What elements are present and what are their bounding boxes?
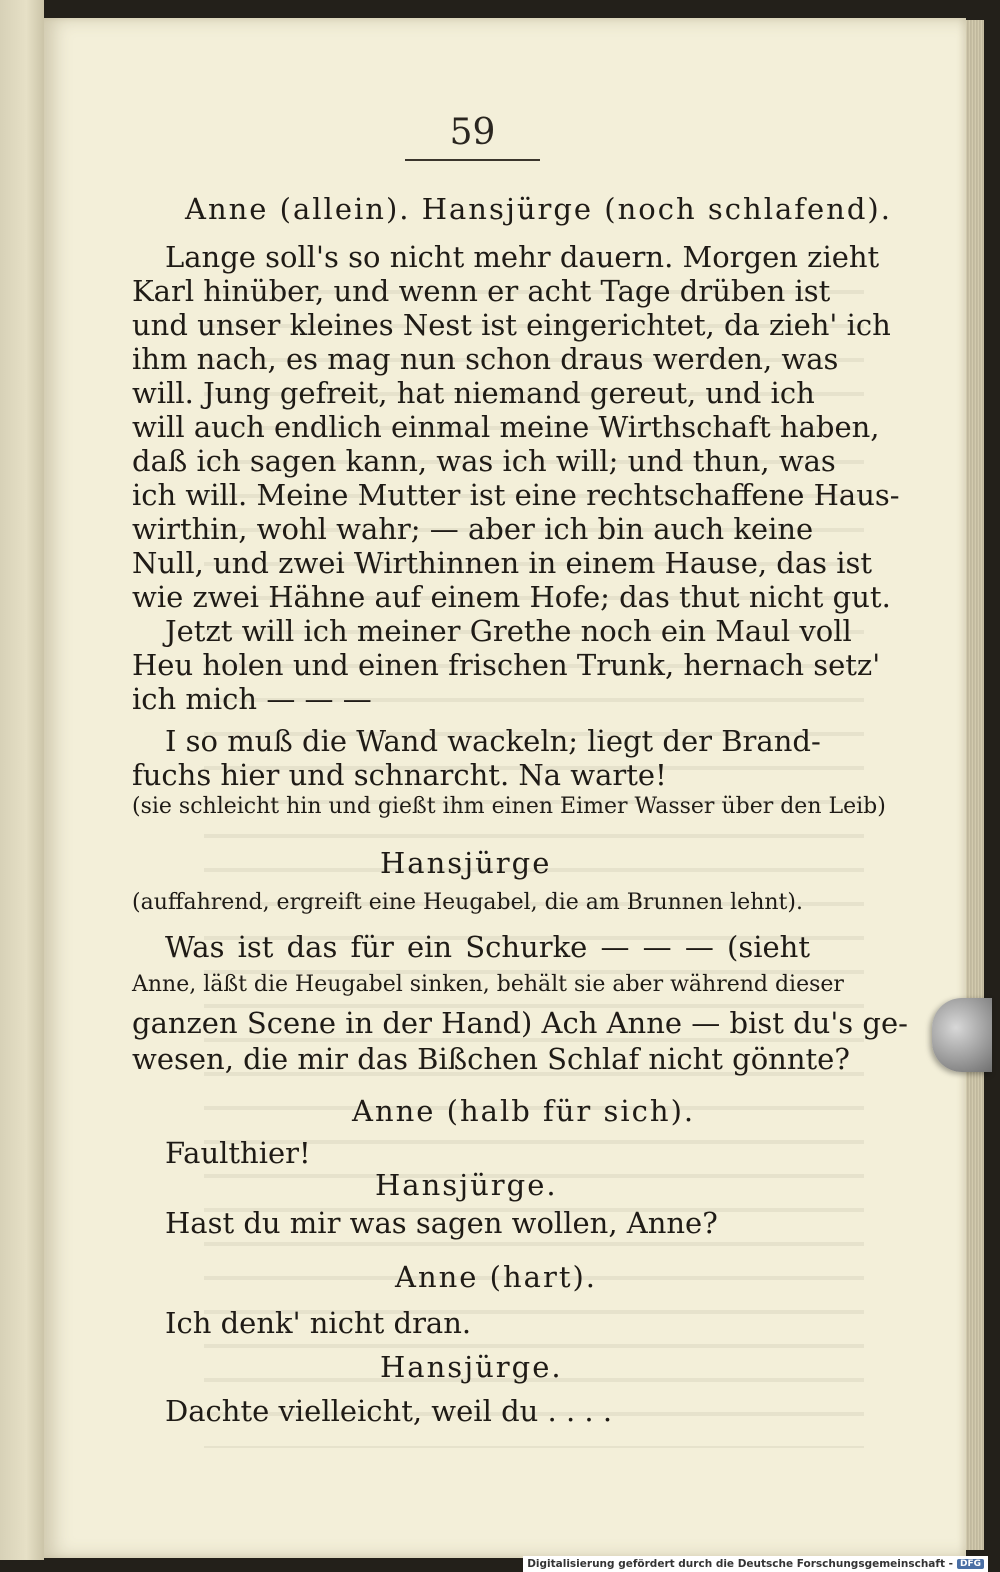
text-line: Dachte vielleicht, weil du . . . .	[165, 1394, 613, 1428]
speaker-name: Hansjürge.	[375, 1168, 558, 1202]
text-line: wie zwei Hähne auf einem Hofe; das thut nicht gut.	[132, 580, 891, 614]
footer-credit: Digitalisierung gefördert durch die Deutsche Forschungsgemeinschaft -	[527, 1558, 953, 1570]
text-line: ganzen Scene in der Hand) Ach Anne — bist du's ge-	[132, 1006, 908, 1040]
text-line: Null, und zwei Wirthinnen in einem Hause, das ist	[132, 546, 873, 580]
text-line: Ich denk' nicht dran.	[165, 1306, 472, 1340]
text-line: will. Jung gefreit, hat niemand gereut, und ich	[132, 376, 815, 410]
text-line: ich mich — — —	[132, 682, 372, 716]
speaker-name: Hansjürge.	[380, 1350, 563, 1384]
text-line: fuchs hier und schnarcht. Na warte!	[132, 758, 667, 792]
text-line: daß ich sagen kann, was ich will; und thun, was	[132, 444, 836, 478]
text-line: will auch endlich einmal meine Wirthschaft haben,	[132, 410, 880, 444]
speaker-name: Anne (hart).	[395, 1260, 598, 1294]
text-line: wirthin, wohl wahr; — aber ich bin auch keine	[132, 512, 814, 546]
text-line: Karl hinüber, und wenn er acht Tage drüben ist	[132, 274, 831, 308]
text-line: Heu holen und einen frischen Trunk, hernach setz'	[132, 648, 881, 682]
stage-direction-heading: Anne (allein). Hansjürge (noch schlafend).	[185, 192, 892, 226]
text-line: und unser kleines Nest ist eingerichtet, da zieh' ich	[132, 308, 891, 342]
text-line: Was ist das für ein Schurke — — — (sieht	[165, 930, 810, 964]
text-line: ich will. Meine Mutter ist eine rechtschaffene Haus-	[132, 478, 900, 512]
speaker-name: Hansjürge	[380, 846, 552, 880]
stage-direction: (sie schleicht hin und gießt ihm einen Eimer Wasser über den Leib)	[132, 794, 886, 819]
page-number: 59	[449, 112, 496, 153]
text-line: Faulthier!	[165, 1136, 311, 1170]
speaker-name: Anne (halb für sich).	[352, 1094, 696, 1128]
digitization-footer	[523, 1556, 988, 1572]
stage-direction: (auffahrend, ergreift eine Heugabel, die am Brunnen lehnt).	[132, 890, 803, 915]
text-line: Lange soll's so nicht mehr dauern. Morgen zieht	[165, 240, 880, 274]
stage-direction: Anne, läßt die Heugabel sinken, behält sie aber während dieser	[132, 972, 844, 997]
text-line: Jetzt will ich meiner Grethe noch ein Maul voll	[165, 614, 852, 648]
dfg-logo: DFG	[957, 1559, 984, 1569]
text-line: I so muß die Wand wackeln; liegt der Brand-	[165, 724, 821, 758]
text-line: wesen, die mir das Bißchen Schlaf nicht gönnte?	[132, 1042, 850, 1076]
text-line: Hast du mir was sagen wollen, Anne?	[165, 1206, 718, 1240]
text-line: ihm nach, es mag nun schon draus werden, was	[132, 342, 839, 376]
